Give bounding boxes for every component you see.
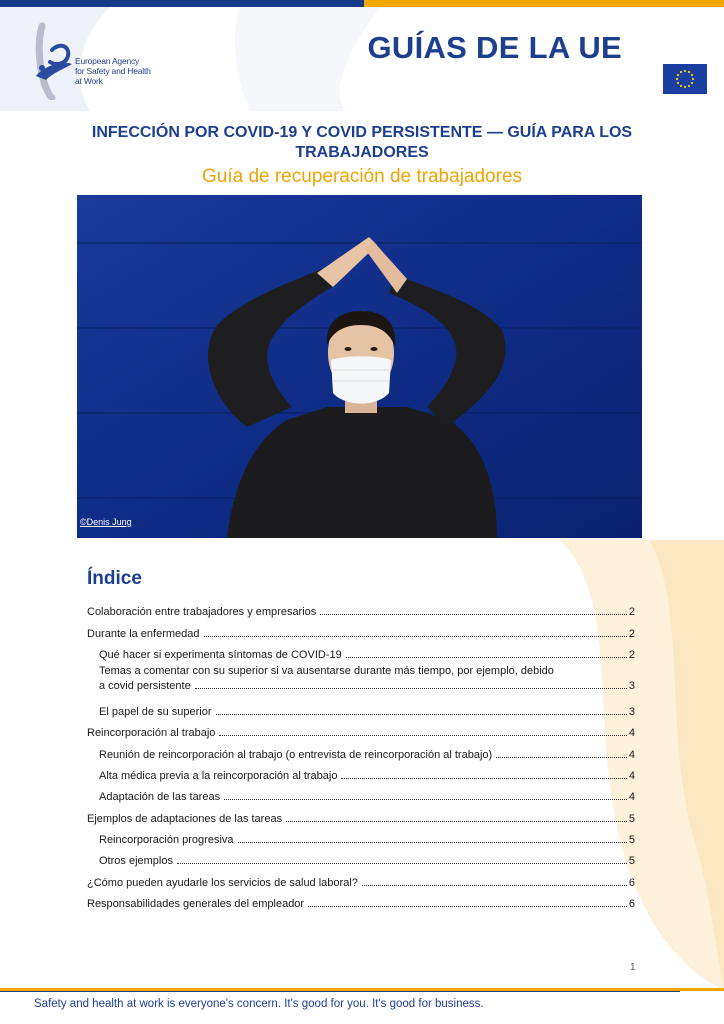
toc-leader-dots: [362, 885, 627, 886]
toc-page-number: 5: [628, 833, 635, 846]
toc-entry-text: ¿Cómo pueden ayudarle los servicios de salud laboral?: [87, 876, 358, 889]
toc-entry-text: Ejemplos de adaptaciones de las tareas: [87, 812, 283, 825]
toc-entry[interactable]: [87, 782, 635, 803]
toc-entry-text: Adaptación de las tareas: [99, 791, 221, 804]
document-title: INFECCIÓN POR COVID-19 Y COVID PERSISTENTE — GUÍA PARA LOS TRABAJADORES: [91, 124, 633, 161]
toc-leader-dots: [346, 657, 627, 658]
toc-leader-dots: [216, 714, 627, 715]
org-name-line2: for Safety and Health: [75, 66, 151, 76]
toc-entry[interactable]: [87, 718, 635, 739]
toc-page-number: 6: [628, 876, 635, 889]
eu-osha-logo-text: [75, 56, 151, 86]
toc-entry[interactable]: [87, 661, 635, 697]
toc-entry-text: Reincorporación al trabajo: [87, 727, 216, 740]
toc-leader-dots: [224, 799, 627, 800]
toc-entry[interactable]: [87, 697, 635, 718]
toc-leader-dots: [308, 906, 627, 907]
index-heading: Índice: [87, 568, 142, 589]
toc-entry[interactable]: [87, 618, 635, 639]
toc-entry-text: Otros ejemplos: [99, 855, 173, 868]
toc-entry[interactable]: [87, 640, 635, 661]
toc-page-number: 5: [628, 812, 635, 825]
toc-entry-text: Alta médica previa a la reincorporación al trabajo: [99, 770, 338, 783]
toc-entry-text: Reincorporación progresiva: [99, 833, 234, 846]
toc-entry[interactable]: [87, 597, 635, 618]
toc-page-number: 4: [628, 748, 635, 761]
toc-leader-dots: [204, 636, 627, 637]
toc-entry-text: Durante la enfermedad: [87, 627, 200, 640]
toc-entry-text-line1: Temas a comentar con su superior si va ausentarse durante más tiempo, por ejemplo, debido: [99, 664, 554, 677]
toc-page-number: 2: [628, 606, 635, 619]
toc-leader-dots: [195, 688, 627, 689]
toc-entry-text: Qué hacer si experimenta síntomas de COVID-19: [99, 648, 342, 661]
toc-page-number: 2: [628, 648, 635, 661]
toc-page-number: 3: [628, 679, 635, 692]
toc-leader-dots: [219, 735, 626, 736]
toc-page-number: 2: [628, 627, 635, 640]
toc-entry-text: El papel de su superior: [99, 706, 212, 719]
toc-entry-text-line2: a covid persistente: [99, 679, 191, 692]
eu-flag-icon: [663, 64, 707, 94]
cover-photo: [77, 195, 642, 538]
toc-page-number: 4: [628, 727, 635, 740]
toc-leader-dots: [341, 778, 626, 779]
toc-page-number: 4: [628, 770, 635, 783]
toc-entry[interactable]: [87, 867, 635, 888]
org-name-line3: at Work: [75, 76, 103, 86]
toc-leader-dots: [177, 863, 627, 864]
photo-credit[interactable]: ©Denis Jung: [80, 517, 132, 527]
document-subtitle: Guía de recuperación de trabajadores: [201, 166, 523, 187]
toc-entry[interactable]: [87, 761, 635, 782]
toc-entry-text: Responsabilidades generales del empleador: [87, 897, 305, 910]
toc-leader-dots: [238, 842, 627, 843]
guides-title: GUÍAS DE LA UE: [367, 30, 622, 65]
toc-entry-text: Reunión de reincorporación al trabajo (o entrevista de reincorporación al trabajo): [99, 748, 493, 761]
eu-osha-logo-icon: [32, 22, 76, 100]
top-accent-bar: [364, 0, 724, 7]
toc-entry[interactable]: [87, 825, 635, 846]
page-number: 1: [630, 962, 636, 973]
toc-leader-dots: [496, 757, 627, 758]
table-of-contents: [87, 597, 635, 910]
toc-leader-dots: [286, 821, 627, 822]
footer-blue-line: [0, 991, 680, 992]
toc-page-number: 5: [628, 855, 635, 868]
toc-page-number: 6: [628, 897, 635, 910]
toc-entry[interactable]: [87, 803, 635, 824]
toc-entry[interactable]: [87, 739, 635, 760]
toc-page-number: 3: [628, 706, 635, 719]
toc-entry[interactable]: [87, 846, 635, 867]
footer-slogan: Safety and health at work is everyone's concern. It's good for you. It's good for business.: [34, 998, 484, 1010]
toc-page-number: 4: [628, 791, 635, 804]
toc-entry[interactable]: [87, 889, 635, 910]
toc-entry-text: Colaboración entre trabajadores y empresarios: [87, 606, 317, 619]
toc-leader-dots: [320, 614, 627, 615]
org-name-line1: European Agency: [75, 56, 140, 66]
